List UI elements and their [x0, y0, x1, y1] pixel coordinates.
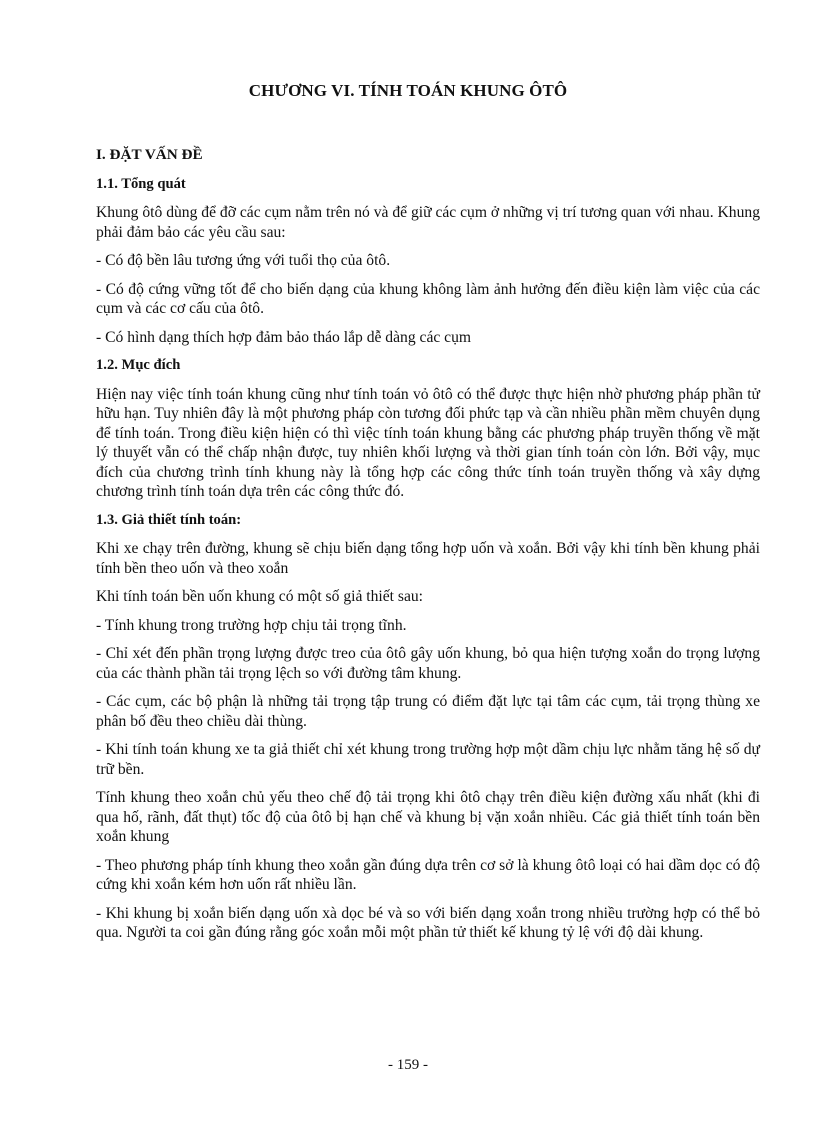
page-number: - 159 - — [388, 1057, 428, 1073]
paragraph: Khi xe chạy trên đường, khung sẽ chịu biến dạng tổng hợp uốn và xoắn. Bởi vậy khi tính bền khung phải tính bền theo uốn và theo xoắn — [96, 540, 760, 577]
bullet-paragraph: - Theo phương pháp tính khung theo xoắn gần đúng dựa trên cơ sở là khung ôtô loại có hai dầm dọc có độ cứng khi xoắn kém hơn uốn rất nhiều lần. — [96, 856, 760, 893]
paragraph: Hiện nay việc tính toán khung cũng như tính toán vỏ ôtô có thể được thực hiện nhờ phương pháp phần tử hữu hạn. Tuy nhiên đây là một phương pháp còn tương đối phức tạp và cần nhiều phần mềm chuyên dụng để tính toán. Trong điều kiện hiện có thì việc tính toán khung bằng các phương pháp truyền thống về mặt lý thuyết vẫn có thể chấp nhận được, tuy nhiên khối lượng và thời gian tính toán còn lớn. Bởi vậy, mục đích của chương trình tính khung này là tổng hợp các công thức tính toán truyền thống và xây dựng chương trình tính toán dựa trên các công thức đó. — [96, 385, 760, 500]
subsection-heading: 1.1. Tổng quát — [96, 175, 186, 192]
bullet-paragraph: - Có hình dạng thích hợp đảm bảo tháo lắp dễ dàng các cụm — [96, 328, 472, 346]
bullet-paragraph: - Tính khung trong trường hợp chịu tải trọng tĩnh. — [96, 616, 407, 634]
paragraph: Khi tính toán bền uốn khung có một số giả thiết sau: — [96, 588, 423, 605]
bullet-paragraph: - Có độ cứng vững tốt để cho biến dạng của khung không làm ảnh hưởng đến điều kiện làm việc của các cụm và các cơ cấu của ôtô. — [96, 280, 760, 317]
chapter-title: CHƯƠNG VI. TÍNH TOÁN KHUNG ÔTÔ — [248, 81, 568, 100]
bullet-paragraph: - Các cụm, các bộ phận là những tải trọng tập trung có điểm đặt lực tại tâm các cụm, tải trọng thùng xe phân bố đều theo chiều dài thùng. — [96, 693, 760, 730]
content-body — [96, 145, 760, 952]
bullet-paragraph: - Chỉ xét đến phần trọng lượng được treo của ôtô gây uốn khung, bỏ qua hiện tượng xoắn do trọng lượng của các thành phần tải trọng lệch so với đường tâm khung. — [96, 645, 760, 682]
subsection-heading: 1.2. Mục đích — [96, 357, 181, 373]
bullet-paragraph: - Có độ bền lâu tương ứng với tuổi thọ của ôtô. — [96, 252, 391, 269]
paragraph: Khung ôtô dùng để đỡ các cụm nằm trên nó và để giữ các cụm ở những vị trí tương quan với nhau. Khung phải đảm bảo các yêu cầu sau: — [96, 204, 760, 241]
section-heading: I. ĐẶT VẤN ĐỀ — [96, 146, 203, 163]
bullet-paragraph: - Khi tính toán khung xe ta giả thiết chỉ xét khung trong trường hợp một dầm chịu lực nhằm tăng hệ số dự trữ bền. — [96, 741, 760, 778]
subsection-heading: 1.3. Giả thiết tính toán: — [96, 511, 242, 528]
paragraph: Tính khung theo xoắn chủ yếu theo chế độ tải trọng khi ôtô chạy trên điều kiện đường xấu nhất (khi đi qua hố, rãnh, đất thụt) tốc độ của ôtô bị hạn chế và khung bị vặn xoắn nhiều. Các giả thiết tính toán bền xoắn khung — [96, 789, 760, 845]
bullet-paragraph: - Khi khung bị xoắn biến dạng uốn xà dọc bé và so với biến dạng xoắn trong nhiều trường hợp có thể bỏ qua. Người ta coi gần đúng rằng góc xoắn mỗi một phần tử thiết kế khung tỷ lệ với độ dài khung. — [96, 904, 760, 941]
